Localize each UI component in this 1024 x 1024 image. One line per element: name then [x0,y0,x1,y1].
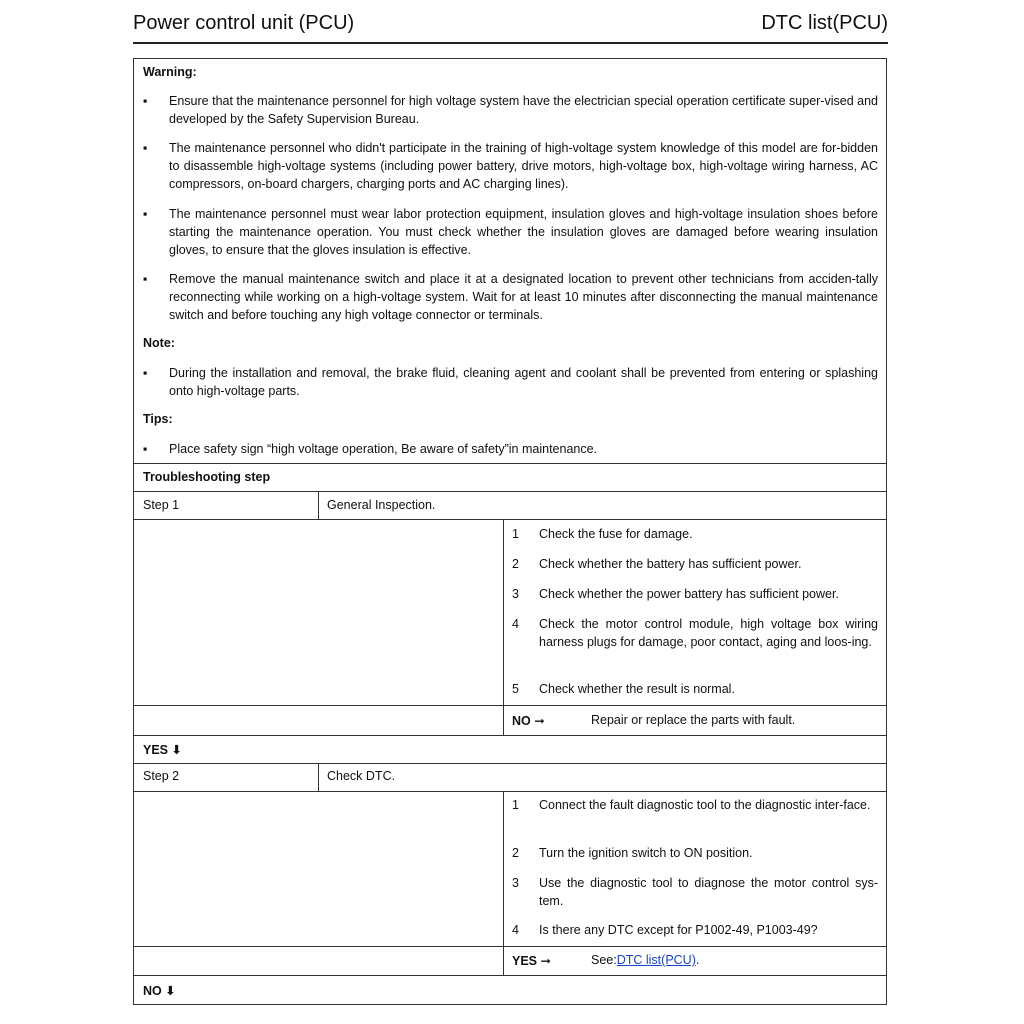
tips-item: ▪ Place safety sign “high voltage operation, Be aware of safety”in maintenance. [143,441,878,459]
bullet-icon: ▪ [143,366,148,380]
note-item: ▪ During the installation and removal, the brake fluid, cleaning agent and coolant shall be prevented from entering or splashing onto high-voltage parts. [143,366,878,398]
step1-name: General Inspection. [327,498,436,512]
step1-item: 4 Check the motor control module, high voltage box wiring harness plugs for damage, poor contact, aging and loos-ing. [512,617,878,649]
step2-item: 3 Use the diagnostic tool to diagnose the motor control sys-tem. [512,876,878,908]
troubleshooting-header-row [133,464,887,492]
note-title: Note: [143,336,175,350]
step2-items-row [133,792,887,947]
step2-label: Step 2 [143,769,180,783]
no-next-label: NO ⬇ [143,984,176,998]
safety-notice-box [133,58,887,464]
step2-item: 4 Is there any DTC except for P1002-49, P1003-49? [512,923,818,937]
bullet-icon: ▪ [143,94,148,108]
page-header [133,8,888,44]
section-title: Power control unit (PCU) [133,12,355,34]
bullet-icon: ▪ [143,272,148,286]
step1-item: 3 Check whether the power battery has sufficient power. [512,587,839,601]
step1-item: 1 Check the fuse for damage. [512,527,693,541]
yes-next-label: YES ⬇ [143,743,182,757]
step1-items-row [133,520,887,706]
bullet-icon: ▪ [143,442,148,456]
step1-item: 2 Check whether the battery has sufficient power. [512,557,802,571]
warning-item: ▪ The maintenance personnel who didn't participate in the training of high-voltage system knowledge of this model are for-bidden to disassemble high-voltage systems (including power battery, drive motors, high-voltage box, high-voltage wiring harness, AC compressors, on-board chargers, charging ports and AC charging lines). [143,141,878,191]
troubleshooting-title: Troubleshooting step [143,470,271,484]
no-result-text: Repair or replace the parts with fault. [591,713,796,727]
dtc-list-link[interactable]: DTC list(PCU) [616,953,696,967]
step2-name: Check DTC. [327,769,396,783]
warning-item: ▪ Remove the manual maintenance switch and place it at a designated location to prevent other technicians from acciden-tally reconnecting while working on a high-voltage system. Wait for at least 10 minutes after disconnecting the manual maintenance switch and before touching any high voltage connector or terminals. [143,272,878,322]
bullet-icon: ▪ [143,207,148,221]
warning-item: ▪ Ensure that the maintenance personnel for high voltage system have the electrician special operation certificate super-vised and developed by the Safety Supervision Bureau. [143,94,878,126]
step2-item: 2 Turn the ignition switch to ON position. [512,846,753,860]
warning-item: ▪ The maintenance personnel must wear labor protection equipment, insulation gloves and high-voltage insulation shoes before starting the maintenance operation. You must check whether the insulation gloves are damaged before wearing insulation gloves, to ensure that the gloves insulation is effective. [143,207,878,257]
tips-title: Tips: [143,412,173,426]
no-next-row [133,976,887,1005]
yes-result-label: YES ➞ [512,954,551,968]
bullet-icon: ▪ [143,141,148,155]
yes-result-text: See:DTC list(PCU). [591,953,700,967]
step1-label: Step 1 [143,498,180,512]
step2-row [133,764,887,792]
step2-item: 1 Connect the fault diagnostic tool to the diagnostic inter-face. [512,798,871,812]
no-result-label: NO ➞ [512,714,545,728]
step2-result-row [133,947,887,976]
yes-next-row [133,736,887,764]
warning-title: Warning: [143,65,197,79]
chapter-title: DTC list(PCU) [761,12,888,34]
step1-result-row [133,706,887,736]
step1-row [133,492,887,520]
step1-item: 5 Check whether the result is normal. [512,682,735,696]
